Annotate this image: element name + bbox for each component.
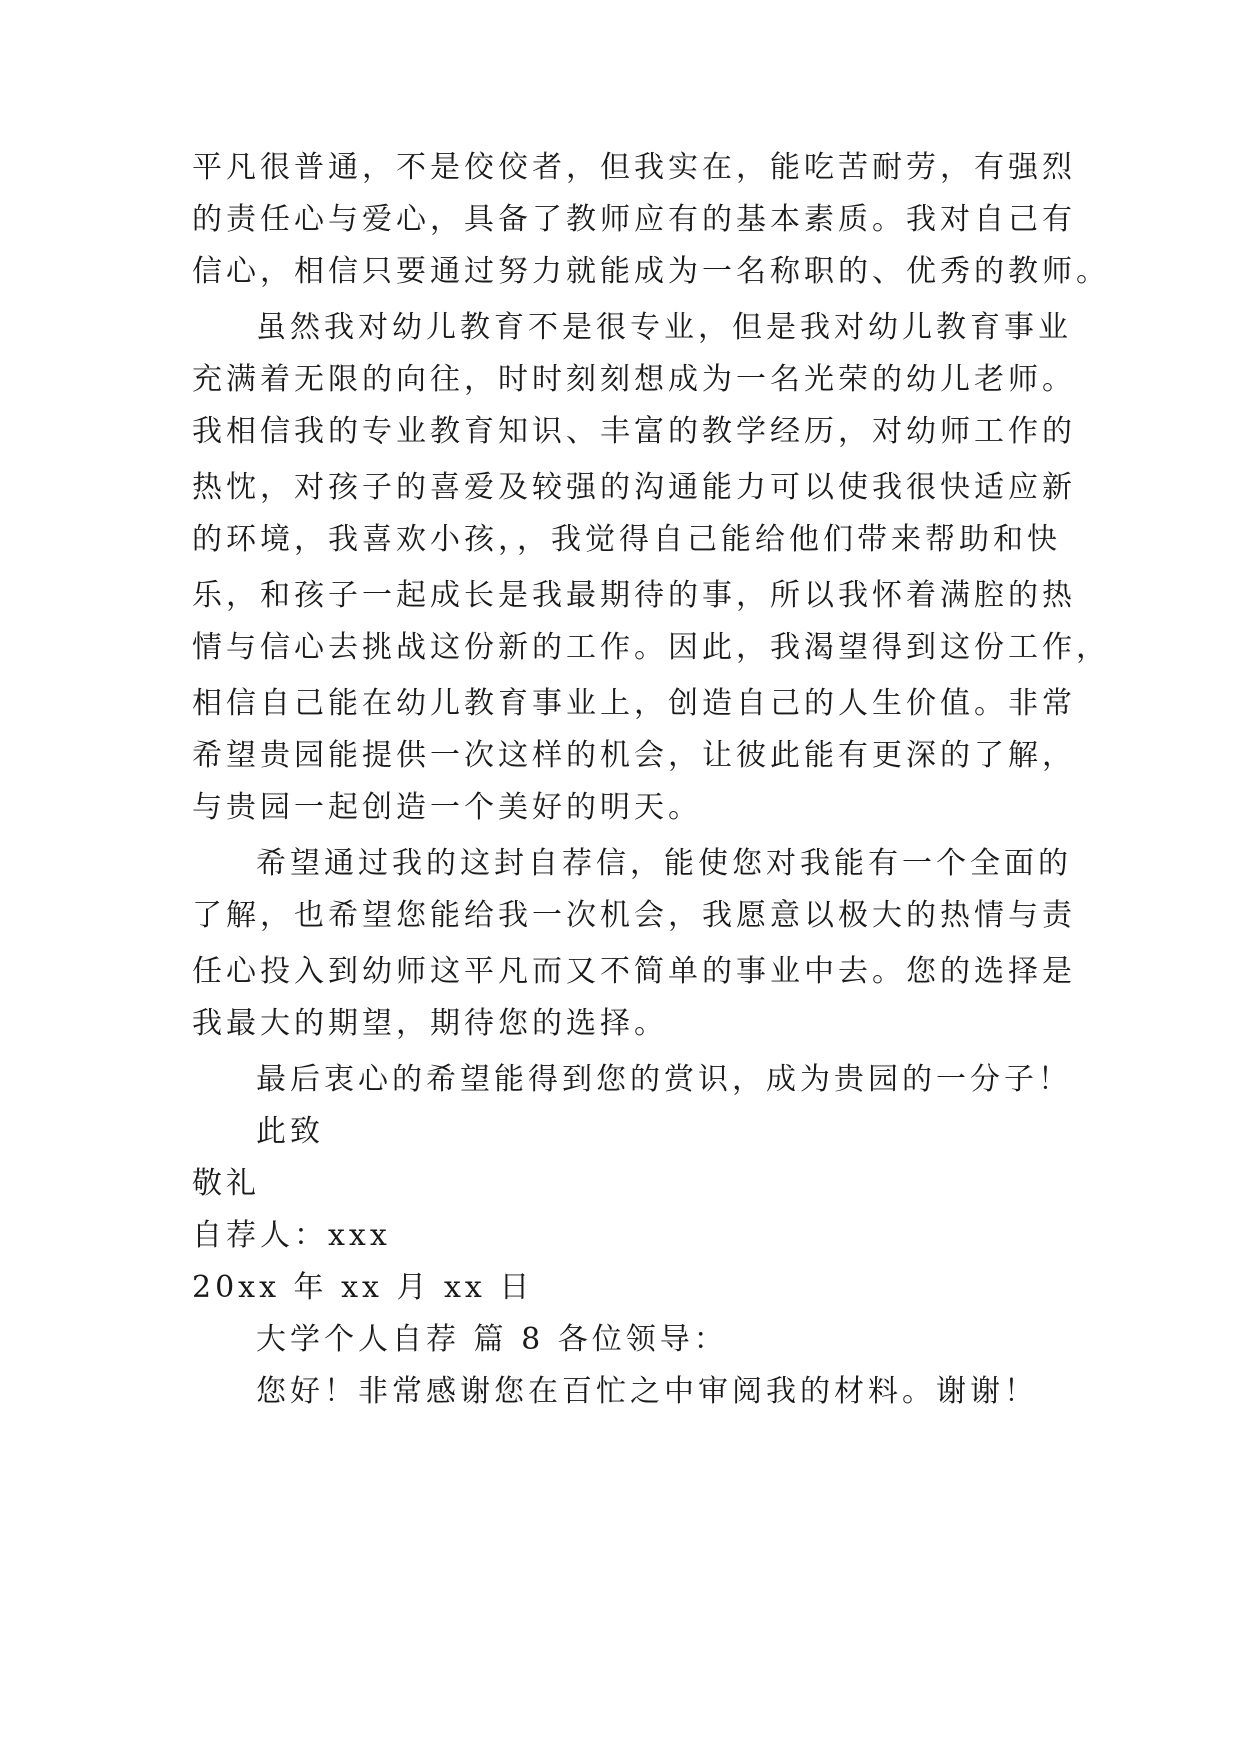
text-line: 热忱，对孩子的喜爱及较强的沟通能力可以使我很快适应新 xyxy=(192,470,1076,505)
text-line: 与贵园一起创造一个美好的明天。 xyxy=(192,790,702,825)
text-line: 信心，相信只要通过努力就能成为一名称职的、优秀的教师。 xyxy=(192,254,1110,289)
text-line: 了解，也希望您能给我一次机会，我愿意以极大的热情与责 xyxy=(192,898,1076,933)
text-line: 相信自己能在幼儿教育事业上，创造自己的人生价值。非常 xyxy=(192,686,1076,721)
text-line: 情与信心去挑战这份新的工作。因此，我渴望得到这份工作， xyxy=(192,630,1110,665)
text-line: 希望通过我的这封自荐信，能使您对我能有一个全面的 xyxy=(256,846,1072,881)
text-line: 自荐人：xxx xyxy=(192,1218,391,1253)
text-line: 此致 xyxy=(256,1114,324,1149)
text-line: 的责任心与爱心，具备了教师应有的基本素质。我对自己有 xyxy=(192,202,1076,237)
text-line: 任心投入到幼师这平凡而又不简单的事业中去。您的选择是 xyxy=(192,954,1076,989)
text-line: 虽然我对幼儿教育不是很专业，但是我对幼儿教育事业 xyxy=(256,310,1072,345)
text-line: 我相信我的专业教育知识、丰富的教学经历，对幼师工作的 xyxy=(192,414,1076,449)
text-line: 充满着无限的向往，时时刻刻想成为一名光荣的幼儿老师。 xyxy=(192,362,1076,397)
text-line: 敬礼 xyxy=(192,1166,260,1201)
text-line: 大学个人自荐 篇 8 各位领导： xyxy=(256,1322,728,1357)
text-line: 的环境，我喜欢小孩，，我觉得自己能给他们带来帮助和快 xyxy=(192,522,1061,557)
text-line: 乐，和孩子一起成长是我最期待的事，所以我怀着满腔的热 xyxy=(192,578,1076,613)
text-line: 希望贵园能提供一次这样的机会，让彼此能有更深的了解， xyxy=(192,738,1076,773)
text-line: 20xx 年 xx 月 xx 日 xyxy=(192,1270,534,1305)
text-line: 我最大的期望，期待您的选择。 xyxy=(192,1006,668,1041)
text-line: 最后衷心的希望能得到您的赏识，成为贵园的一分子！ xyxy=(256,1062,1072,1097)
text-line: 您好！非常感谢您在百忙之中审阅我的材料。谢谢！ xyxy=(256,1374,1038,1409)
text-line: 平凡很普通，不是佼佼者，但我实在，能吃苦耐劳，有强烈 xyxy=(192,150,1076,185)
